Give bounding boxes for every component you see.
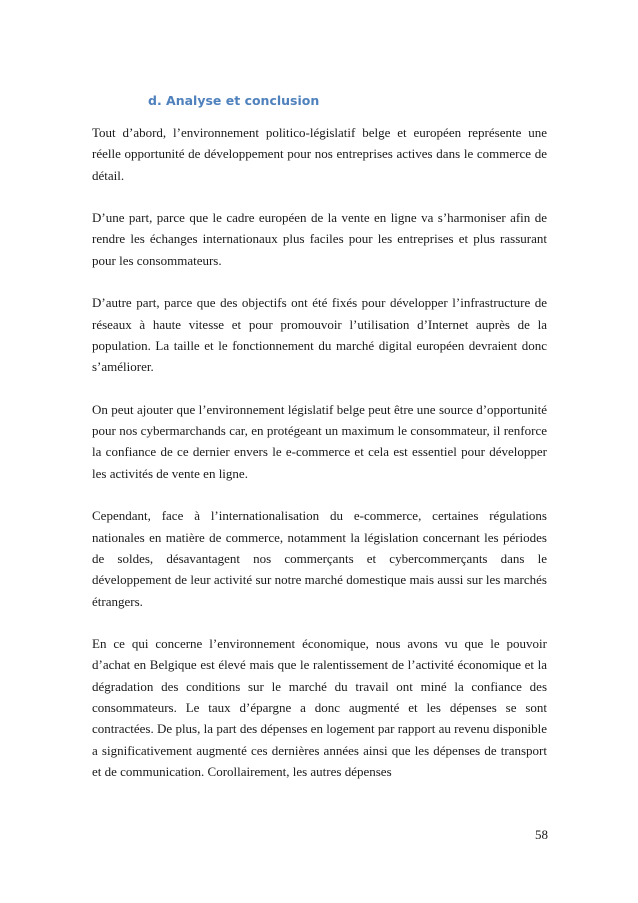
paragraph: D’autre part, parce que des objectifs ont été fixés pour développer l’infrastructure de réseaux à haute vitesse et pour promouvoir l’utilisation d’Internet auprès de la population. La taille et le fonctionnement du marché digital européen devraient donc s’améliorer. (92, 295, 547, 375)
paragraph: Cependant, face à l’internationalisation du e-commerce, certaines régulations nationales en matière de commerce, notamment la législation concernant les périodes de soldes, désavantagent nos commerçants et cybercommerçants dans le développement de leur activité sur notre marché domestique mais aussi sur les marchés étrangers. (92, 508, 547, 609)
paragraph: On peut ajouter que l’environnement législatif belge peut être une source d’opportunité pour nos cybermarchands car, en protégeant un maximum le consommateur, il renforce la confiance de ce dernier envers le e-commerce et cela est essentiel pour développer les activités de vente en ligne. (92, 401, 547, 481)
page-number: 58 (535, 827, 548, 842)
paragraph: D’une part, parce que le cadre européen de la vente en ligne va s’harmoniser afin de rendre les échanges internationaux plus faciles pour les entreprises et plus rassurant pour les consommateurs. (92, 210, 547, 268)
paragraph: Tout d’abord, l’environnement politico-législatif belge et européen représente une réelle opportunité de développement pour nos entreprises actives dans le commerce de détail. (92, 125, 547, 183)
section-heading: d. Analyse et conclusion (148, 93, 320, 108)
paragraph: En ce qui concerne l’environnement économique, nous avons vu que le pouvoir d’achat en Belgique est élevé mais que le ralentissement de l’activité économique et la dégradation des conditions sur le marché du travail ont miné la confiance des consommateurs. Le taux d’épargne a donc augmenté et les dépenses se sont contractées. De plus, la part des dépenses en logement par rapport au revenu disponible a significativement augmenté ces dernières années ainsi que les dépenses de transport et de communication. Corollairement, les autres dépenses (92, 636, 547, 779)
body-text (92, 122, 547, 804)
